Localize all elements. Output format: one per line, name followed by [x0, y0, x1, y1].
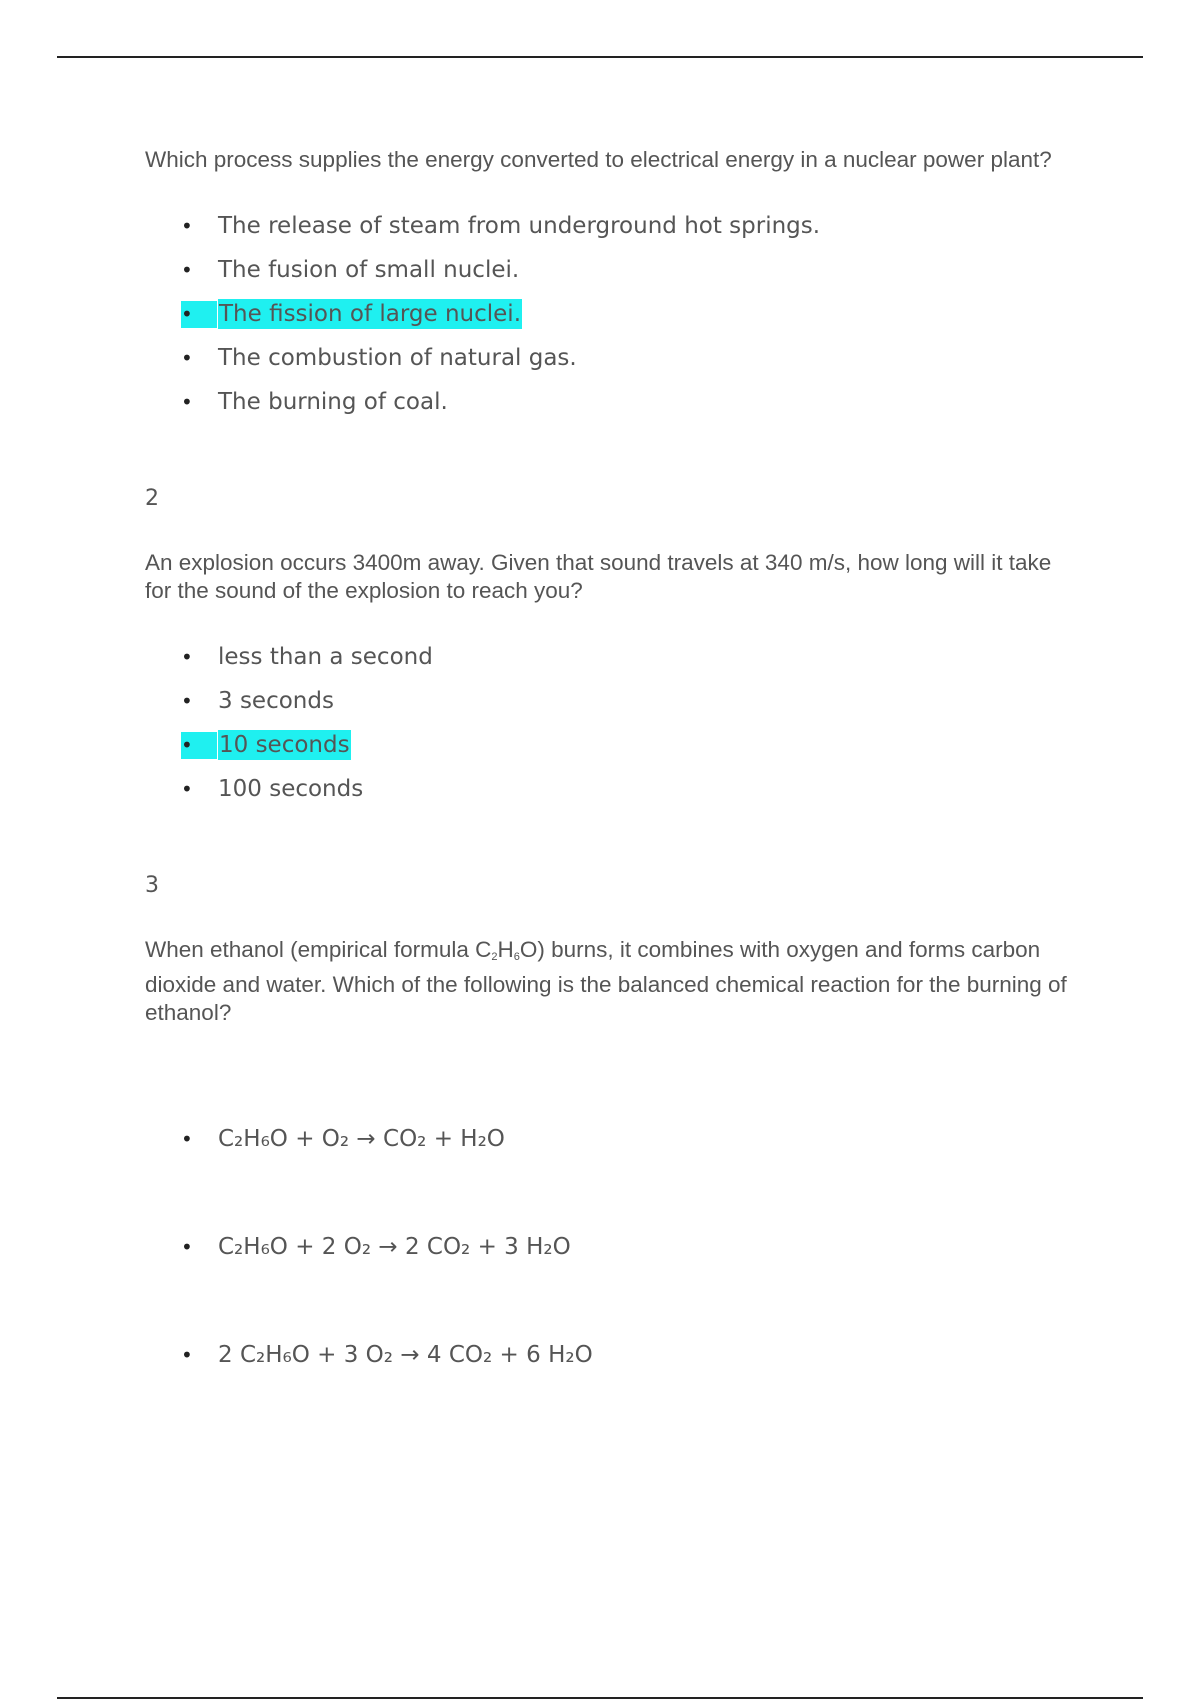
bullet-icon: • — [181, 1235, 193, 1259]
page-footer-rule — [57, 1697, 1143, 1699]
question-1-option-2[interactable]: • The fusion of small nuclei. — [145, 248, 1075, 292]
question-3-text: When ethanol (empirical formula $C_2H_6O$) burns, it combines with oxygen and forms carbon dioxide and water. Which of the following is the balanced chemical reaction for the burning of ethanol? — [145, 937, 1067, 1025]
bullet-icon: • — [181, 390, 193, 414]
question-2-option-1[interactable]: • less than a second — [145, 635, 1075, 679]
bullet-icon: • — [181, 1343, 193, 1367]
bullet-icon: • — [181, 1127, 193, 1151]
bullet-icon: • — [181, 258, 193, 282]
question-1-text: Which process supplies the energy converted to electrical energy in a nuclear power plant? — [145, 147, 1052, 172]
question-1-options — [145, 204, 1075, 424]
question-1 — [145, 146, 1075, 424]
bullet-icon: • — [181, 214, 193, 238]
question-2-number: 2 — [145, 486, 159, 511]
question-2-option-3[interactable]: • 10 seconds — [145, 723, 1075, 767]
document-body — [145, 146, 1075, 1441]
question-3-option-3[interactable]: • 2 C₂H₆O + 3 O₂ → 4 CO₂ + 6 H₂O — [145, 1333, 1075, 1441]
question-3-number: 3 — [145, 873, 159, 898]
bullet-icon: • — [181, 645, 193, 669]
question-3-option-1[interactable]: • C₂H₆O + O₂ → CO₂ + H₂O — [145, 1117, 1075, 1225]
question-2-option-2[interactable]: • 3 seconds — [145, 679, 1075, 723]
question-1-option-4[interactable]: • The combustion of natural gas. — [145, 336, 1075, 380]
question-2 — [145, 486, 1075, 811]
question-1-option-1[interactable]: • The release of steam from underground hot springs. — [145, 204, 1075, 248]
bullet-icon: • — [181, 689, 193, 713]
bullet-icon: • — [181, 302, 193, 326]
question-2-text: An explosion occurs 3400m away. Given that sound travels at 340 m/s, how long will it take for the sound of the explosion to reach you? — [145, 550, 1052, 603]
page-header-rule — [57, 56, 1143, 58]
question-3-options — [145, 1117, 1075, 1441]
question-3 — [145, 873, 1075, 1441]
question-1-option-5[interactable]: • The burning of coal. — [145, 380, 1075, 424]
bullet-icon: • — [181, 733, 193, 757]
question-1-option-3[interactable]: • The fission of large nuclei. — [145, 292, 1075, 336]
question-3-option-2[interactable]: • C₂H₆O + 2 O₂ → 2 CO₂ + 3 H₂O — [145, 1225, 1075, 1333]
question-2-options — [145, 635, 1075, 811]
bullet-icon: • — [181, 777, 193, 801]
question-2-option-4[interactable]: • 100 seconds — [145, 767, 1075, 811]
bullet-icon: • — [181, 346, 193, 370]
